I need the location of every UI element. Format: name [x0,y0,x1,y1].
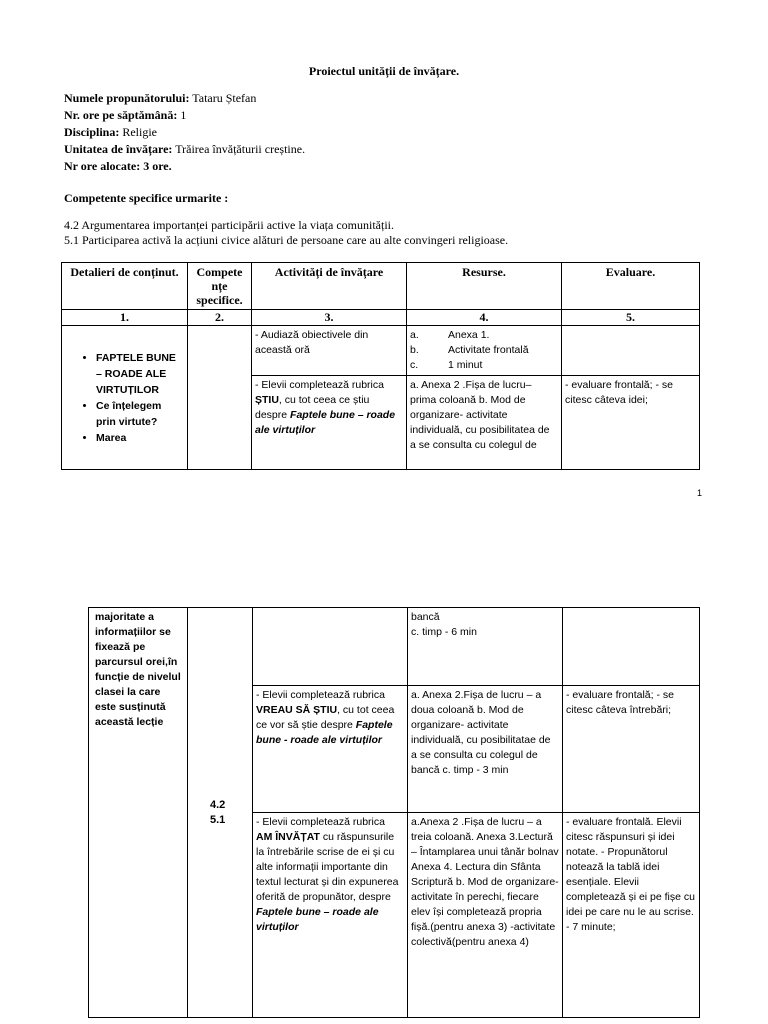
resources-cell: a. Anexa 2 .Fișa de lucru– prima coloană b. Mod de organizare- activitate individuală, cu posibilitatea de a se consulta cu colegul de [407,376,562,470]
competence-item: 4.2 Argumentarea importanței participării active la viața comunității. [64,218,394,232]
table-header-row [62,263,700,310]
header-activities: Activități de învățare [252,263,407,310]
list-item: • Ce înțelegem prin virtute? [96,398,184,430]
competences-cell [188,326,252,470]
competence-item: 5.1 Participarea activă la acțiuni civice alături de persoane care au alte convingeri religioase. [64,233,509,247]
list-item: • FAPTELE BUNE – ROADE ALE VIRTUȚILOR [96,350,184,398]
evaluation-cell: - evaluare frontală; - se citesc câteva idei; [562,376,700,470]
document-title: Proiectul unității de învățare. [308,64,460,78]
header-content-details: Detalieri de conținut. [62,263,188,310]
page-number: 1 [697,488,703,498]
content-details-cell: majoritate a informațiilor se fixează pe parcursul orei,în funcție de nivelul clasei la care este susținută această lecție [89,608,188,1018]
header-evaluation: Evaluare. [562,263,700,310]
evaluation-cell [563,608,700,686]
meta-hours-allocated: Nr ore alocate: 3 ore. [64,159,172,173]
evaluation-cell: - evaluare frontală. Elevii citesc răspunsuri și idei notate. - Propunătorul notează la tablă idei esențiale. Elevii completează și ei pe fișe cu idei pe care nu le au scrise. - 7 minute; [563,813,700,1018]
activity-cell: - Elevii completează rubrica VREAU SĂ ȘTIU, cu tot ceea ce vor să știe despre Faptele bune - roade ale virtuților [253,686,408,813]
list-item: c. 1 minut [410,359,483,371]
activity-cell: - Elevii completează rubrica AM ÎNVĂȚAT cu răspunsurile la întrebările scrise de ei și cu alte informații importante din textul lecturat și din expunerea oferită de propunător, despre Faptele bune – roade ale virtuților [253,813,408,1018]
evaluation-cell: - evaluare frontală; - se citesc câteva întrebări; [563,686,700,813]
meta-unit: Unitatea de învățare: Trăirea învățăturii creștine. [64,142,306,156]
resources-cell: a.Anexa 2 .Fișa de lucru – a treia coloană. Anexa 3.Lectură – Întamplarea unui tânăr bolnav Anexa 4. Lectura din Sfânta Scriptură b. Mod de organizare- activitate în perechi, fiecare elev își completează propria fișă.(pentru anexa 3) -activitate colectivă(pentru anexa 4) [408,813,563,1018]
list-item: • Marea [96,430,184,446]
content-details-cell [62,326,188,470]
list-item: b. Activitate frontală [410,344,529,356]
meta-discipline: Disciplina: Religie [64,125,158,139]
header-competences: Compete nțe specifice. [188,263,252,310]
header-resources: Resurse. [407,263,562,310]
table-number-row: 1. 2. 3. 4. 5. [62,310,700,326]
resources-cell [407,326,562,376]
lesson-table-page1 [61,262,700,470]
activity-cell [253,608,408,686]
resources-cell: bancă c. timp - 6 min [408,608,563,686]
table-row [62,326,700,376]
competences-title: Competente specifice urmarite : [64,191,229,205]
evaluation-cell [562,326,700,376]
content-bullet-list [62,350,184,446]
meta-proposer: Numele propunătorului: Tataru Ștefan [64,91,257,105]
resources-cell: a. Anexa 2.Fișa de lucru – a doua coloană b. Mod de organizare- activitate individuală, cu posibilitatae de a se consulta cu colegul de bancă c. timp - 3 min [408,686,563,813]
meta-hours-week: Nr. ore pe săptămână: 1 [64,108,187,122]
table-row [89,608,700,686]
lesson-table-page2 [88,607,700,1018]
activity-cell: - Elevii completează rubrica ȘTIU, cu tot ceea ce știu despre Faptele bune – roade ale virtuților [252,376,407,470]
competences-cell: 4.2 5.1 [188,608,253,1018]
activity-cell: - Audiază obiectivele din această oră [252,326,407,376]
list-item: a. Anexa 1. [410,329,490,341]
